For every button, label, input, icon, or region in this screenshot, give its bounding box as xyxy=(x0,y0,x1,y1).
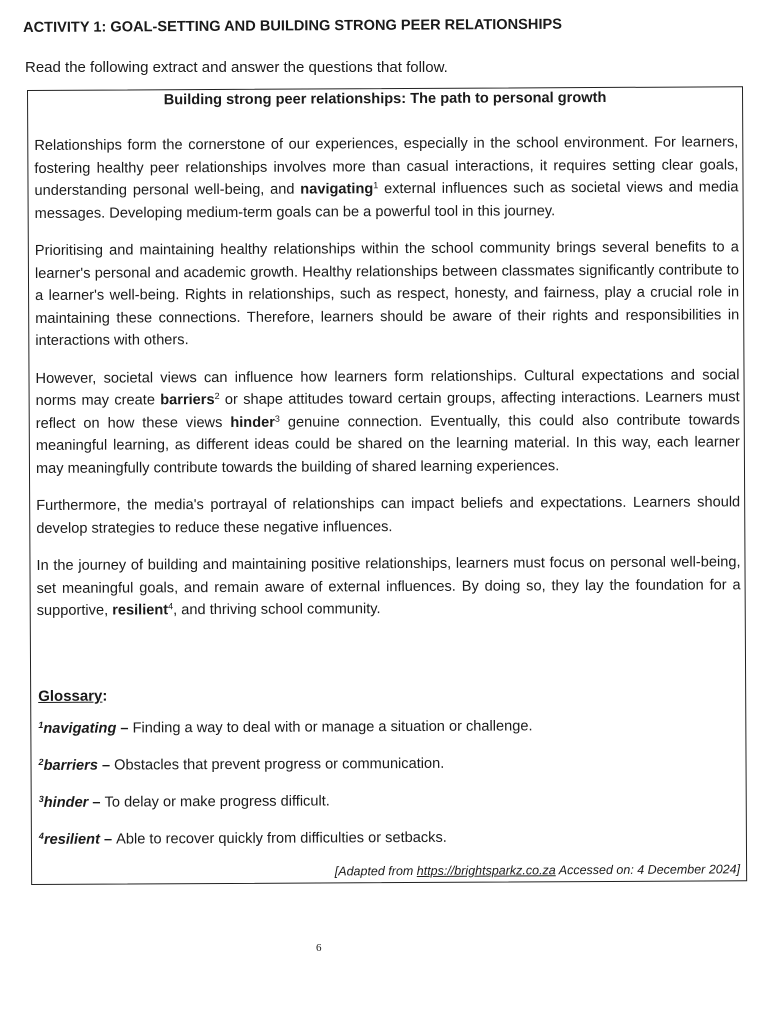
glossary-dash-4: – xyxy=(99,831,117,848)
extract-body xyxy=(34,131,741,637)
paragraph-5 xyxy=(36,551,740,622)
paragraph-4: Furthermore, the media's portrayal of relationships can impact beliefs and expectations. Learners should develop strategies to reduce these negative influences. xyxy=(36,494,741,537)
glossary-num-1: 1 xyxy=(38,719,44,730)
glossary-title xyxy=(38,688,107,705)
source-link[interactable]: https://brightsparkz.co.za xyxy=(416,863,556,878)
glossary-dash-3: – xyxy=(88,794,105,811)
paragraph-2: Prioritising and maintaining healthy relationships within the school community brings several benefits to a learner's personal and academic growth. Healthy relationships between classmates significantly contribute to a learner's well-being. Rights in relationships, such as respect, honesty, and fairness, play a crucial role in maintaining these connections. Therefore, learners should be aware of their rights and responsibilities in interactions with others. xyxy=(34,239,740,349)
glossary-term-4: resilient xyxy=(43,831,100,848)
glossary-term-2: barriers xyxy=(43,757,98,774)
paragraph-5-text-a: In the journey of building and maintaining positive relationships, learners must focus on personal well-being, set meaningful goals, and remain aware of external influences. By doing so, they lay the foundation for a supportive, xyxy=(36,554,741,619)
paragraph-3-text-c: genuine connection. Eventually, this could also contribute towards meaningful learning, as different ideas could be shared on the learning material. In this way, each learner may meaningfully contribute towards the building of shared learning experiences. xyxy=(35,411,740,477)
extract-box xyxy=(27,86,747,885)
term-barriers: barriers xyxy=(160,392,215,409)
term-hinder: hinder xyxy=(230,414,275,431)
paragraph-3-text-a: However, societal views can influence how learners form relationships. Cultural expectations and social norms may create xyxy=(35,366,740,409)
source-prefix: [Adapted from xyxy=(334,863,417,879)
glossary-num-3: 3 xyxy=(38,793,44,804)
glossary-term-1: navigating xyxy=(43,720,117,737)
glossary-definition-2: Obstacles that prevent progress or communication. xyxy=(114,755,445,774)
glossary-item-resilient xyxy=(39,830,447,848)
glossary-definition-1: Finding a way to deal with or manage a situation or challenge. xyxy=(132,718,533,737)
glossary-definition-4: Able to recover quickly from difficulties or setbacks. xyxy=(116,829,447,848)
term-navigating: navigating xyxy=(300,181,374,198)
paragraph-1-text-b: external influences such as societal views and media messages. Developing medium-term goals can be a powerful tool in this journey. xyxy=(34,179,739,222)
footnote-marker-4: 4 xyxy=(168,601,174,612)
glossary-term-3: hinder xyxy=(43,794,89,811)
paragraph-1 xyxy=(34,131,738,225)
glossary-num-4: 4 xyxy=(38,830,44,841)
page-number: 6 xyxy=(316,942,322,954)
glossary-definition-3: To delay or make progress difficult. xyxy=(104,793,330,811)
footnote-marker-2: 2 xyxy=(214,390,220,402)
glossary-dash-1: – xyxy=(116,720,133,737)
source-suffix: Accessed on: 4 December 2024] xyxy=(555,862,741,878)
glossary-item-hinder xyxy=(39,793,330,811)
glossary-num-2: 2 xyxy=(38,756,44,767)
paragraph-5-text-b: , and thriving school community. xyxy=(173,601,381,619)
extract-title: Building strong peer relationships: The path to personal growth xyxy=(163,89,607,109)
glossary-title-colon: : xyxy=(102,687,108,705)
glossary-dash-2: – xyxy=(97,757,115,774)
instruction-text: Read the following extract and answer the questions that follow. xyxy=(25,59,448,76)
footnote-marker-3: 3 xyxy=(274,413,280,424)
glossary-item-navigating xyxy=(38,718,532,737)
paragraph-3-text-b: or shape attitudes toward certain groups, affecting interactions. Learners must reflect on how these views xyxy=(35,389,740,432)
activity-title: ACTIVITY 1: GOAL-SETTING AND BUILDING STRONG PEER RELATIONSHIPS xyxy=(23,16,563,36)
glossary-title-text: Glossary xyxy=(38,687,103,705)
source-citation xyxy=(335,862,740,878)
glossary-item-barriers xyxy=(38,756,444,774)
term-resilient: resilient xyxy=(112,602,169,619)
footnote-marker-1: 1 xyxy=(373,180,379,191)
paragraph-1-text-a: Relationships form the cornerstone of our experiences, especially in the school environment. For learners, fostering healthy peer relationships involves more than casual interactions, it requires setting clear goals, understanding personal well-being, and xyxy=(34,134,739,199)
paragraph-3 xyxy=(35,364,740,480)
